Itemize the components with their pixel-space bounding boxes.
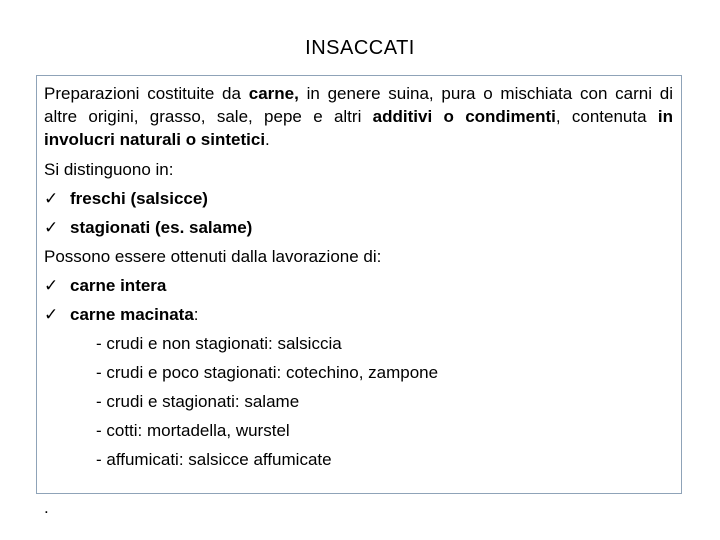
intro-text-1: Preparazioni costituite da: [44, 84, 249, 103]
material-minced-suffix: :: [193, 305, 199, 324]
checkmark-icon: ✓: [44, 305, 59, 324]
distinguish-label: Si distinguono in:: [44, 160, 174, 179]
content-box: [36, 75, 682, 494]
page-title: INSACCATI: [305, 37, 415, 59]
minced-item-smoked: - affumicati: salsicce affumicate: [96, 450, 332, 469]
minced-item-cooked: - cotti: mortadella, wurstel: [96, 421, 290, 440]
list-item: [44, 271, 673, 300]
checkmark-icon: ✓: [44, 189, 59, 208]
material-minced: carne macinata: [70, 305, 194, 324]
intro-bold-1: carne,: [248, 84, 299, 103]
intro-paragraph: [44, 82, 673, 151]
list-item: [44, 213, 673, 242]
intro-text-4: .: [265, 130, 270, 149]
intro-bold-3: in involucri naturali o sintetici: [44, 107, 673, 149]
intro-text-3: , contenuta: [555, 107, 658, 126]
minced-item-raw-seasoned: - crudi e stagionati: salame: [96, 392, 300, 411]
list-item: [44, 184, 673, 213]
intro-bold-2: additivi o condimenti: [372, 107, 556, 126]
footer-dot: .: [44, 498, 49, 517]
material-whole: carne intera: [70, 276, 167, 295]
checkmark-icon: ✓: [44, 276, 59, 295]
intro-text-2: in genere suina, pura o mischiata con carni di altre origini, grasso, sale, pepe e altri: [44, 84, 673, 126]
process-label: Possono essere ottenuti dalla lavorazione di:: [44, 247, 382, 266]
list-item: [44, 300, 673, 329]
type-seasoned: stagionati (es. salame): [70, 218, 253, 237]
minced-item-raw-fresh: - crudi e non stagionati: salsiccia: [96, 334, 342, 353]
type-fresh: freschi (salsicce): [70, 189, 208, 208]
minced-item-raw-little-seasoned: - crudi e poco stagionati: cotechino, zampone: [96, 363, 439, 382]
checkmark-icon: ✓: [44, 218, 59, 237]
